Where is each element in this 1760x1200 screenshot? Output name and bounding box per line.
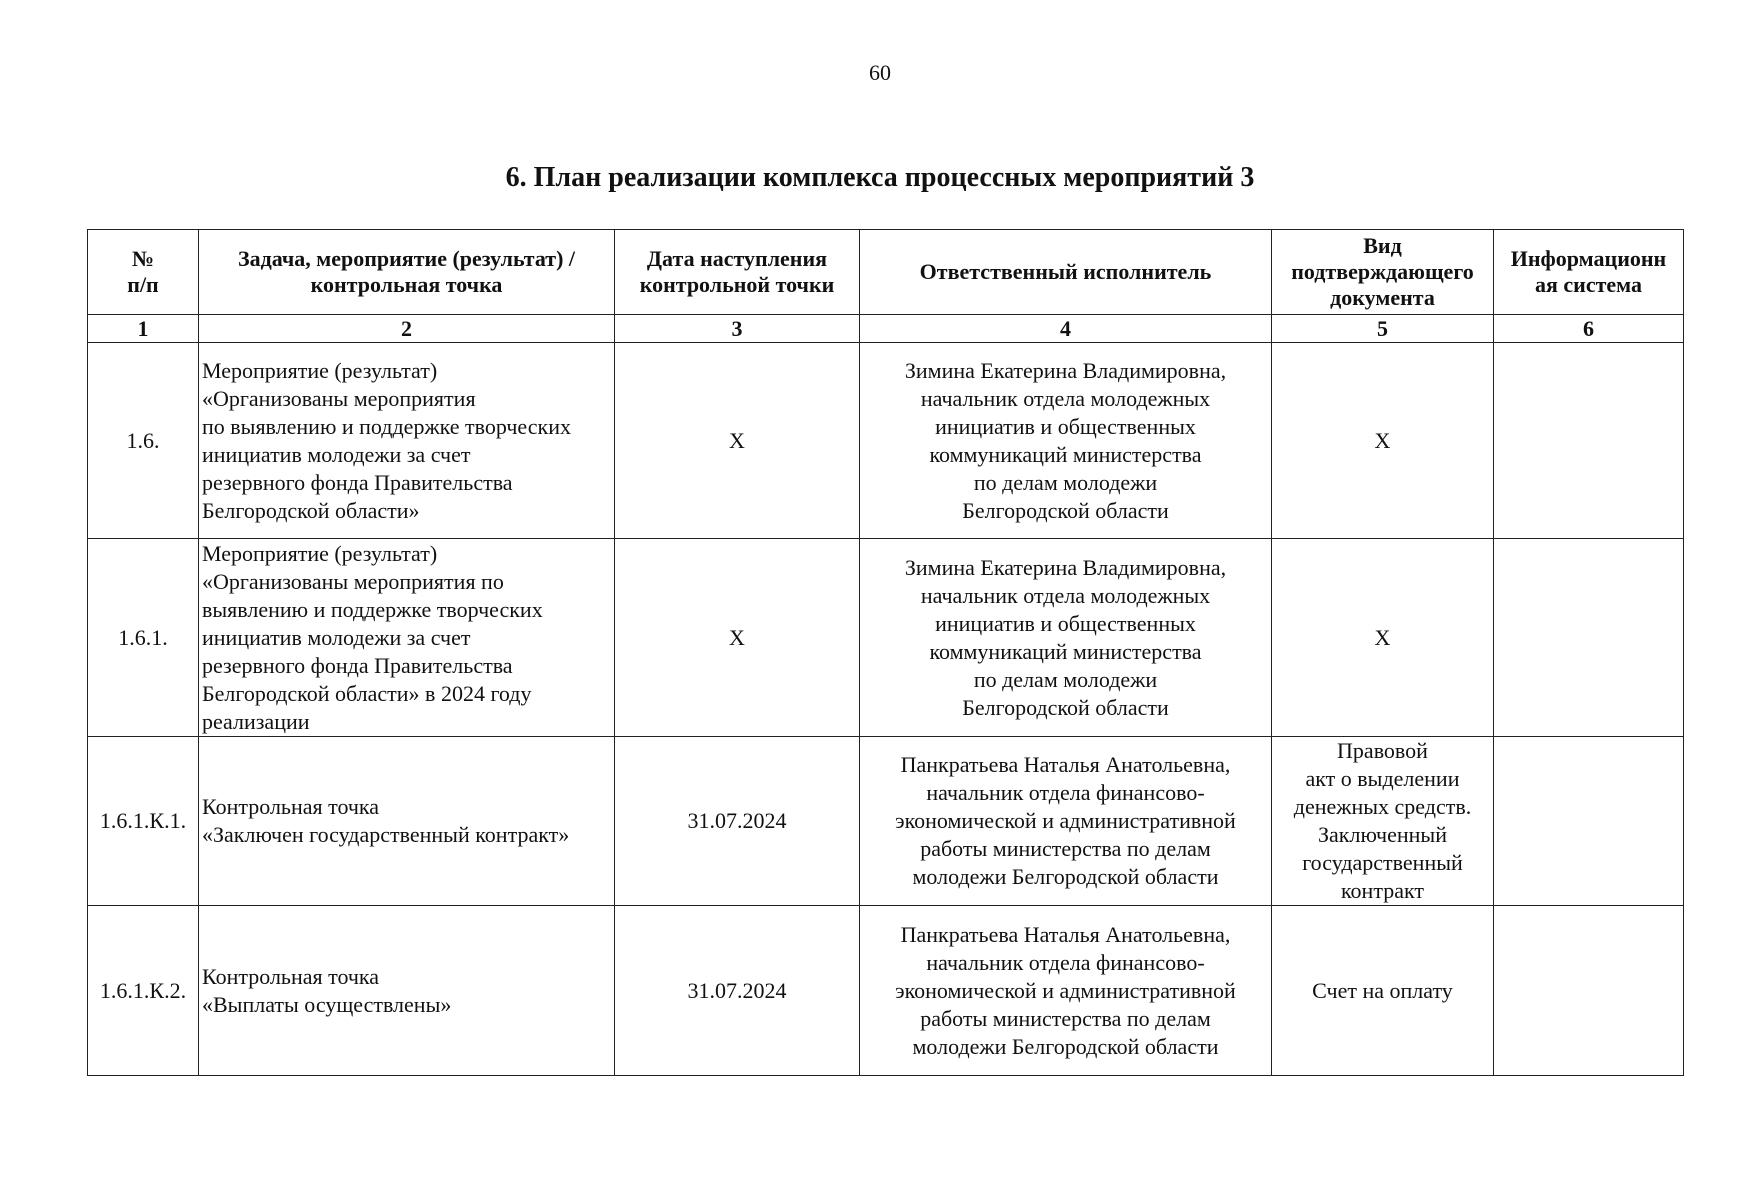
column-number: 4	[860, 315, 1272, 343]
row-executor: Панкратьева Наталья Анатольевна, начальник отдела финансово- экономической и административной работы министерства по делам молодежи Белгородской области	[860, 906, 1272, 1076]
row-date: X	[615, 343, 860, 539]
header-executor: Ответственный исполнитель	[860, 230, 1272, 315]
row-system	[1494, 906, 1684, 1076]
row-task: Контрольная точка «Заключен государственный контракт»	[199, 737, 615, 906]
row-document: X	[1272, 539, 1494, 737]
table-row	[88, 343, 1684, 539]
column-number: 5	[1272, 315, 1494, 343]
column-number: 1	[88, 315, 199, 343]
row-date: 31.07.2024	[615, 906, 860, 1076]
row-number: 1.6.1.	[88, 539, 199, 737]
row-document: Счет на оплату	[1272, 906, 1494, 1076]
header-number: № п/п	[88, 230, 199, 315]
row-executor: Панкратьева Наталья Анатольевна, начальник отдела финансово- экономической и административной работы министерства по делам молодежи Белгородской области	[860, 737, 1272, 906]
table-header-row	[88, 230, 1684, 315]
row-task: Мероприятие (результат) «Организованы мероприятия по выявлению и поддержке творческих инициатив молодежи за счет резервного фонда Правительства Белгородской области» в 2024 году реализации	[199, 539, 615, 737]
row-system	[1494, 343, 1684, 539]
column-number: 6	[1494, 315, 1684, 343]
row-date: X	[615, 539, 860, 737]
table-row	[88, 906, 1684, 1076]
page-number: 60	[869, 60, 891, 85]
row-number: 1.6.1.К.1.	[88, 737, 199, 906]
row-task: Контрольная точка «Выплаты осуществлены»	[199, 906, 615, 1076]
column-number: 3	[615, 315, 860, 343]
table-row	[88, 539, 1684, 737]
row-task: Мероприятие (результат) «Организованы мероприятия по выявлению и поддержке творческих инициатив молодежи за счет резервного фонда Правительства Белгородской области»	[199, 343, 615, 539]
row-executor: Зимина Екатерина Владимировна, начальник отдела молодежных инициатив и общественных коммуникаций министерства по делам молодежи Белгородской области	[860, 343, 1272, 539]
implementation-plan-table	[87, 229, 1684, 1076]
header-system: Информационн ая система	[1494, 230, 1684, 315]
row-document: X	[1272, 343, 1494, 539]
header-task: Задача, мероприятие (результат) / контрольная точка	[199, 230, 615, 315]
row-number: 1.6.1.К.2.	[88, 906, 199, 1076]
table-row	[88, 737, 1684, 906]
header-document: Вид подтверждающего документа	[1272, 230, 1494, 315]
row-system	[1494, 737, 1684, 906]
row-date: 31.07.2024	[615, 737, 860, 906]
column-number-row	[88, 315, 1684, 343]
column-number: 2	[199, 315, 615, 343]
header-date: Дата наступления контрольной точки	[615, 230, 860, 315]
row-system	[1494, 539, 1684, 737]
row-executor: Зимина Екатерина Владимировна, начальник отдела молодежных инициатив и общественных коммуникаций министерства по делам молодежи Белгородской области	[860, 539, 1272, 737]
row-document: Правовой акт о выделении денежных средств. Заключенный государственный контракт	[1272, 737, 1494, 906]
document-title: 6. План реализации комплекса процессных мероприятий 3	[505, 162, 1255, 193]
row-number: 1.6.	[88, 343, 199, 539]
